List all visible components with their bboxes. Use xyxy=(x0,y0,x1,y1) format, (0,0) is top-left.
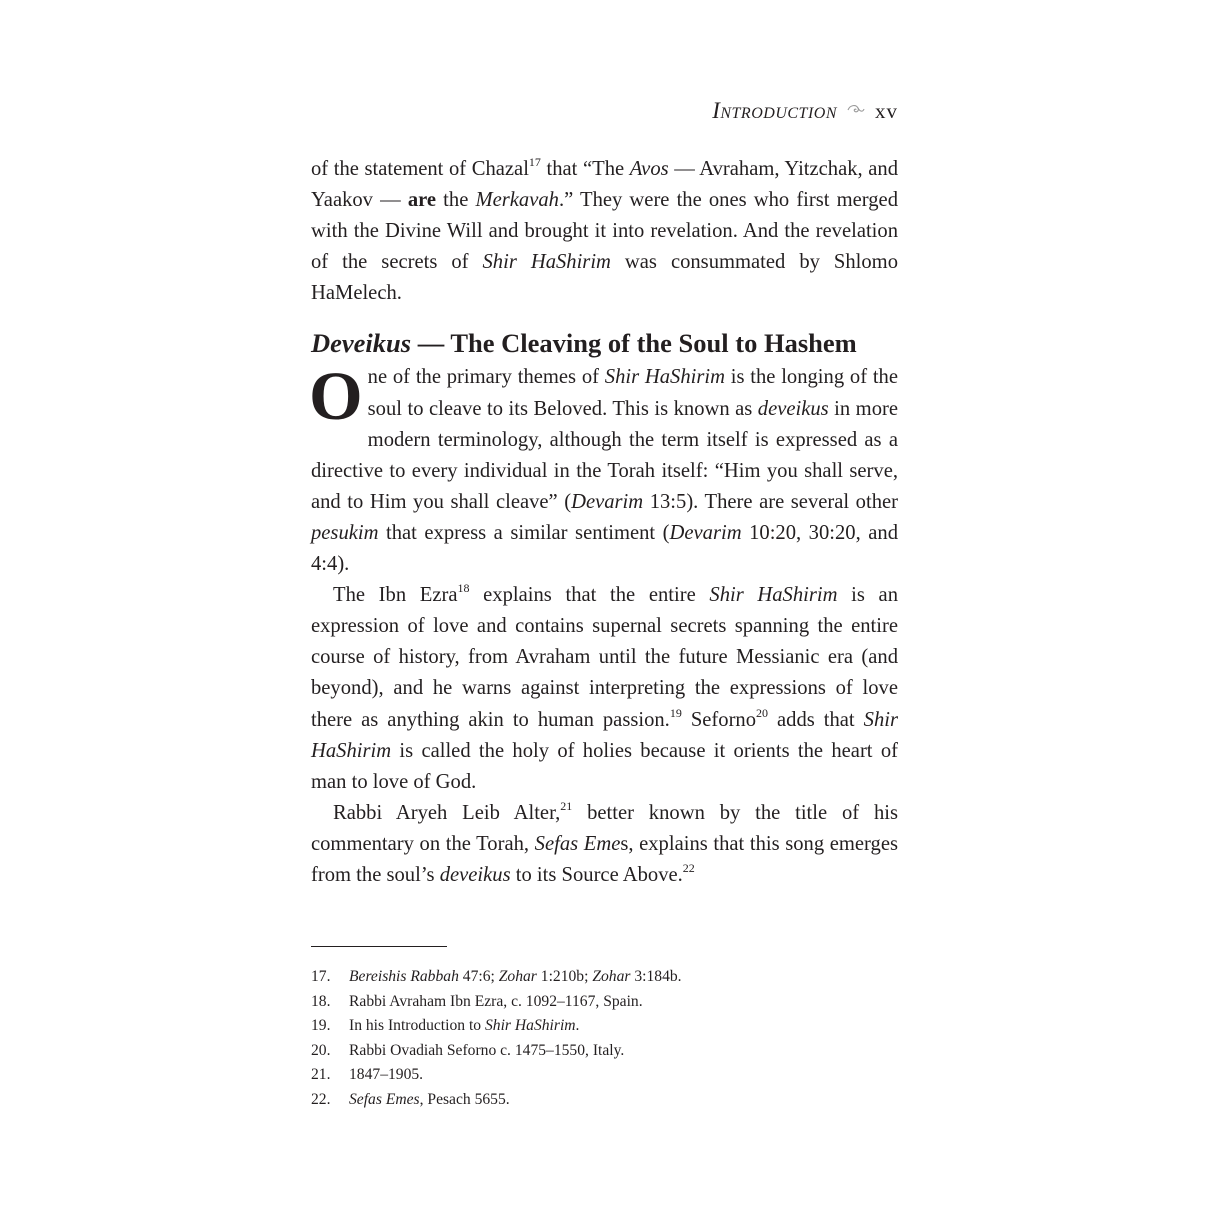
italic-term: pesukim xyxy=(311,521,379,544)
footnote-item xyxy=(311,1063,898,1088)
footnote-text xyxy=(349,1039,898,1064)
text-run: Rabbi Avraham Ibn Ezra, c. 1092–1167, Spain. xyxy=(349,992,643,1010)
text-run: of the statement of Chazal xyxy=(311,158,529,180)
paragraph-continued xyxy=(311,154,898,309)
footnote-ref-20[interactable]: 20 xyxy=(756,705,769,720)
text-run: 3:184b. xyxy=(630,968,682,985)
text-run: is the longing of the soul to cleave to its Beloved. This is known as xyxy=(367,366,898,420)
book-page xyxy=(311,0,898,1210)
italic-term: Shir HaShirim xyxy=(604,366,725,389)
text-run: 10:20, 30:20, and 4:4). xyxy=(311,521,898,576)
italic-term: Shir HaShirim xyxy=(709,584,838,607)
text-run: was consummated by Shlomo HaMelech. xyxy=(311,251,898,305)
text-run: In his Introduction to xyxy=(349,1017,485,1035)
text-run: better known by the title of his commentary on the Torah, xyxy=(311,801,898,855)
italic-term: Zohar xyxy=(498,968,537,985)
text-run: to its Source Above. xyxy=(510,863,683,886)
footnotes-list xyxy=(311,965,898,1113)
text-run: .” They were the ones who first merged with the Divine Will and brought it into revelation. And the revelation of the secrets of xyxy=(311,189,898,274)
text-run: 13:5). There are several other xyxy=(643,490,898,513)
italic-term: Zohar xyxy=(592,968,631,985)
paragraph-dropcap xyxy=(309,358,898,580)
footnote-number: 22. xyxy=(311,1090,331,1108)
heading-text: — The Cleaving of the Soul to Hashem xyxy=(411,328,857,359)
text-run: , Pesach 5655. xyxy=(419,1090,510,1108)
footnote-text xyxy=(349,1088,898,1113)
italic-term: Sefas Eme xyxy=(534,832,621,855)
footnote-item xyxy=(311,1014,898,1039)
text-run: that express a similar sentiment ( xyxy=(378,521,670,544)
italic-term: Shir HaShirim xyxy=(482,251,611,274)
text-run: Seforno xyxy=(681,708,757,731)
text-run: adds that xyxy=(768,708,864,731)
italic-term: Sefas Emes xyxy=(349,1090,420,1108)
heading-italic: Deveikus xyxy=(311,328,412,359)
text-run: 47:6; xyxy=(458,968,499,985)
text-run: explains that the entire xyxy=(469,584,710,607)
text-run: 1847–1905. xyxy=(349,1066,424,1084)
footnote-ref-18[interactable]: 18 xyxy=(457,581,470,596)
italic-term: Shir HaShirim xyxy=(311,708,898,762)
running-head-title: Introduction xyxy=(712,98,837,123)
footnote-divider xyxy=(311,946,447,947)
italic-term: Bereishis Rabbah xyxy=(349,968,459,985)
footnote-ref-17[interactable]: 17 xyxy=(528,155,541,169)
text-run: 1:210b; xyxy=(536,968,593,985)
text-run: Rabbi Aryeh Leib Alter, xyxy=(333,801,561,824)
footnote-ref-21[interactable]: 21 xyxy=(560,798,573,813)
italic-term: deveikus xyxy=(439,863,511,886)
body-text xyxy=(311,154,898,891)
footnote-number: 17. xyxy=(311,968,331,985)
page-number: xv xyxy=(875,98,898,123)
text-run: the xyxy=(436,189,476,212)
text-run: that “The xyxy=(540,158,630,180)
italic-term: deveikus xyxy=(757,397,829,420)
footnote-number: 20. xyxy=(311,1041,331,1059)
swirl-ornament-icon xyxy=(847,102,865,122)
italic-term: Merkavah xyxy=(475,189,559,212)
paragraph xyxy=(311,798,898,891)
text-run: s, explains that this song emerges from the soul’s xyxy=(311,832,898,886)
text-run: The Ibn Ezra xyxy=(333,584,458,607)
footnote-item xyxy=(311,1088,898,1113)
footnote-number: 19. xyxy=(311,1017,331,1035)
italic-term: Devarim xyxy=(669,521,742,544)
italic-term: Shir HaShirim xyxy=(485,1017,576,1035)
section-heading xyxy=(311,326,898,360)
italic-term: Devarim xyxy=(571,490,644,513)
text-run: is an expression of love and contains supernal secrets spanning the entire course of history, from Avraham until the future Messianic era (and beyond), and he warns against interpreting the expressions of love there as anything akin to human passion. xyxy=(311,584,898,731)
running-head xyxy=(712,96,898,126)
text-run: ne of the primary themes of xyxy=(367,366,605,389)
bold-term: are xyxy=(407,189,437,212)
footnote-text xyxy=(349,1063,898,1088)
footnote-item xyxy=(311,990,898,1015)
footnote-item xyxy=(311,965,898,990)
text-run: in more modern terminology, although the term itself is expressed as a directive to every individual in the Torah itself: “Him you shall serve, and to Him you shall cleave” ( xyxy=(311,397,898,513)
footnote-text xyxy=(349,990,898,1015)
footnote-text xyxy=(349,965,898,990)
footnote-number: 18. xyxy=(311,992,331,1010)
footnote-item xyxy=(311,1039,898,1064)
text-run: is called the holy of holies because it orients the heart of man to love of God. xyxy=(311,739,898,793)
footnote-ref-22[interactable]: 22 xyxy=(682,860,695,875)
footnote-number: 21. xyxy=(311,1066,331,1084)
footnote-text xyxy=(349,1014,898,1039)
italic-term: Avos xyxy=(629,158,669,180)
paragraph xyxy=(311,580,898,798)
text-run: — Avraham, Yitzchak, and Yaakov — xyxy=(311,158,899,212)
footnote-ref-19[interactable]: 19 xyxy=(669,705,682,720)
text-run: . xyxy=(575,1017,580,1035)
text-run: Rabbi Ovadiah Seforno c. 1475–1550, Italy. xyxy=(349,1041,625,1059)
drop-cap: O xyxy=(309,358,363,435)
